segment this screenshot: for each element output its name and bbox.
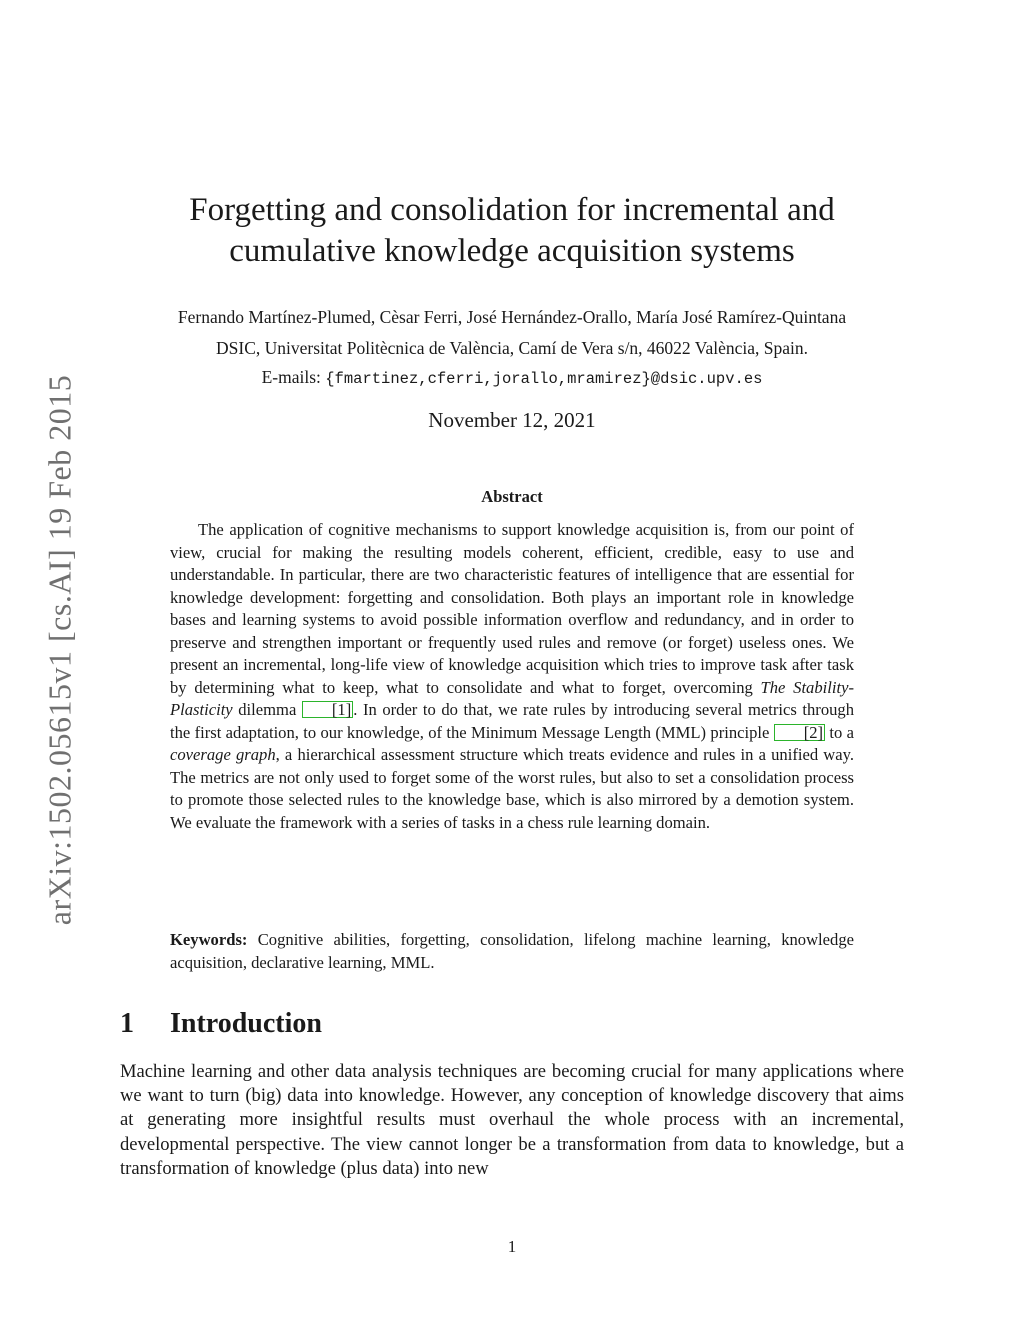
abstract-part-4: to a <box>825 722 854 742</box>
page-number: 1 <box>507 1237 517 1256</box>
introduction-paragraph: Machine learning and other data analysis techniques are becoming crucial for many applications where we want to turn (big) data into knowledge. However, any conception of knowledge discovery that aims at generating more insightful results must overhaul the whole process with an incremental, developmental perspective. The view cannot longer be a transformation from data to knowledge, but a transformation of knowledge (plus data) into new <box>120 1061 904 1179</box>
abstract-text <box>170 519 854 834</box>
abstract-part-3: . In order to do that, we rate rules by introducing several metrics through the first adaptation, to our knowledge, of the Minimum Message Length (MML) principle <box>170 700 855 742</box>
abstract-part-2: dilemma <box>232 700 302 719</box>
section-title: Introduction <box>170 1008 322 1039</box>
citation-link-2[interactable]: [2] <box>774 724 825 741</box>
email-addresses: {fmartinez,cferri,jorallo,mramirez}@dsic.upv.es <box>325 370 763 388</box>
section-number: 1 <box>120 1008 134 1039</box>
author-emails <box>100 366 924 390</box>
keywords-text: Cognitive abilities, forgetting, consolidation, lifelong machine learning, knowledge acquisition, declarative learning, MML. <box>170 930 854 972</box>
emails-label: E-mails: <box>261 367 326 387</box>
section-heading-introduction <box>120 1006 322 1042</box>
coverage-graph-term: coverage graph <box>170 745 276 764</box>
paper-title: Forgetting and consolidation for incremental and cumulative knowledge acquisition systems <box>189 192 835 269</box>
abstract-part-5: , a hierarchical assessment structure which treats evidence and rules in a unified way. The metrics are not only used to forget some of the worst rules, but also to set a consolidation process to promote those selected rules to the knowledge base, which is also mirrored by a demotion system. We evaluate the framework with a series of tasks in a chess rule learning domain. <box>170 745 854 832</box>
affiliation: DSIC, Universitat Politècnica de València, Camí de Vera s/n, 46022 València, Spain. <box>216 338 808 358</box>
author-list: Fernando Martínez-Plumed, Cèsar Ferri, José Hernández-Orallo, María José Ramírez-Quintana <box>177 307 847 327</box>
keywords-label: Keywords: <box>170 930 248 949</box>
citation-link-1[interactable]: [1] <box>302 701 353 718</box>
publication-date: November 12, 2021 <box>428 408 596 432</box>
dilemma-name: The Stability-Plasticity <box>170 677 854 719</box>
abstract-part-1: The application of cognitive mechanisms to support knowledge acquisition is, from our point of view, crucial for making the resulting models coherent, efficient, credible, easy to use and understandable. In particular, there are two characteristic features of intelligence that are essential for knowledge development: forgetting and consolidation. Both plays an important role in knowledge bases and learning systems to avoid possible information overflow and redundancy, and in order to preserve and strengthen important or frequently used rules and remove (or forget) useless ones. We present an incremental, long-life view of knowledge acquisition which tries to improve task after task by determining what to keep, what to consolidate and what to forget, overcoming <box>170 520 854 697</box>
arxiv-identifier-stamp: arXiv:1502.05615v1 [cs.AI] 19 Feb 2015 <box>41 374 78 926</box>
abstract-heading: Abstract <box>481 487 543 506</box>
keywords <box>170 928 854 974</box>
